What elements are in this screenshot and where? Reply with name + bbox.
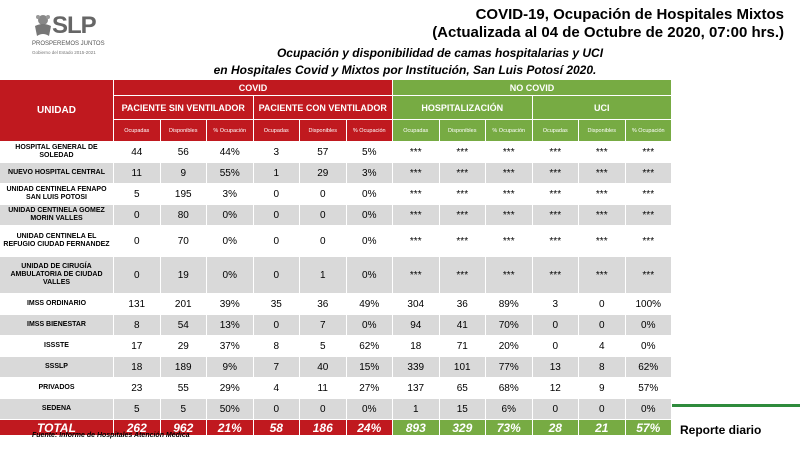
table-cell: 44 bbox=[114, 142, 161, 163]
column-label: % Ocupación bbox=[347, 120, 394, 142]
table-cell: *** bbox=[486, 142, 533, 163]
table-cell: 15% bbox=[347, 357, 394, 378]
table-cell: 15 bbox=[440, 399, 487, 420]
report-title: COVID-19, Ocupación de Hospitales Mixtos bbox=[475, 6, 784, 23]
table-cell: *** bbox=[626, 184, 673, 205]
row-unidad-name: UNIDAD CENTINELA FENAPO SAN LUIS POTOSI bbox=[0, 184, 114, 205]
subgroup-uci: UCI bbox=[533, 96, 673, 120]
table-cell: 101 bbox=[440, 357, 487, 378]
table-cell: *** bbox=[486, 226, 533, 257]
table-cell: *** bbox=[579, 163, 626, 184]
table-cell: *** bbox=[533, 184, 580, 205]
table-cell: 0 bbox=[533, 315, 580, 336]
report-date: (Actualizada al 04 de Octubre de 2020, 07:00 hrs.) bbox=[432, 24, 784, 41]
table-cell: *** bbox=[486, 163, 533, 184]
table-cell: 70% bbox=[486, 315, 533, 336]
table-cell: 17 bbox=[114, 336, 161, 357]
table-cell: 8 bbox=[579, 357, 626, 378]
table-cell: 195 bbox=[161, 184, 208, 205]
total-cell: 73% bbox=[486, 420, 533, 436]
table-cell: 131 bbox=[114, 294, 161, 315]
total-cell: 962 bbox=[161, 420, 208, 436]
table-cell: 0% bbox=[347, 226, 394, 257]
table-cell: 137 bbox=[393, 378, 440, 399]
table-cell: *** bbox=[486, 205, 533, 226]
total-cell: 186 bbox=[300, 420, 347, 436]
column-label: Ocupadas bbox=[533, 120, 580, 142]
table-cell: 0 bbox=[300, 226, 347, 257]
table-cell: *** bbox=[626, 205, 673, 226]
table-cell: *** bbox=[393, 226, 440, 257]
divider-bar bbox=[672, 404, 800, 407]
table-cell: 54 bbox=[161, 315, 208, 336]
table-cell: 9 bbox=[579, 378, 626, 399]
unidad-header: UNIDAD bbox=[0, 80, 114, 142]
table-cell: 8 bbox=[114, 315, 161, 336]
table-cell: 0 bbox=[114, 205, 161, 226]
table-cell: *** bbox=[579, 184, 626, 205]
table-cell: 3 bbox=[533, 294, 580, 315]
table-cell: *** bbox=[486, 184, 533, 205]
table-cell: 0 bbox=[254, 226, 301, 257]
row-unidad-name: UNIDAD DE CIRUGÍA AMBULATORIA DE CIUDAD VALLES bbox=[0, 257, 114, 294]
table-cell: 57% bbox=[626, 378, 673, 399]
column-label: % Ocupación bbox=[626, 120, 673, 142]
row-unidad-name: UNIDAD CENTINELA EL REFUGIO CIUDAD FERNANDEZ bbox=[0, 226, 114, 257]
column-label: Disponibles bbox=[161, 120, 208, 142]
table-cell: 62% bbox=[347, 336, 394, 357]
table-cell: 0% bbox=[347, 205, 394, 226]
total-cell: 21% bbox=[207, 420, 254, 436]
table-cell: 0% bbox=[347, 184, 394, 205]
table-cell: 9 bbox=[161, 163, 208, 184]
table-cell: 0% bbox=[207, 226, 254, 257]
table-cell: 0 bbox=[579, 399, 626, 420]
table-cell: 0 bbox=[254, 257, 301, 294]
column-label: Disponibles bbox=[579, 120, 626, 142]
table-cell: 0 bbox=[254, 184, 301, 205]
table-cell: 0 bbox=[579, 315, 626, 336]
table-cell: *** bbox=[486, 257, 533, 294]
report-subtitle-line1: Ocupación y disponibilidad de camas hospitalarias y UCI bbox=[276, 46, 604, 60]
column-label: % Ocupación bbox=[486, 120, 533, 142]
table-cell: 1 bbox=[300, 257, 347, 294]
table-cell: 0 bbox=[300, 184, 347, 205]
row-unidad-name: IMSS BIENESTAR bbox=[0, 315, 114, 336]
table-cell: *** bbox=[626, 257, 673, 294]
report-subtitle-line2: en Hospitales Covid y Mixtos por Institución, San Luis Potosí 2020. bbox=[213, 63, 597, 77]
table-cell: *** bbox=[393, 257, 440, 294]
row-unidad-name: SEDENA bbox=[0, 399, 114, 420]
table-cell: *** bbox=[393, 142, 440, 163]
table-cell: 4 bbox=[254, 378, 301, 399]
column-label: Ocupadas bbox=[393, 120, 440, 142]
table-cell: 19 bbox=[161, 257, 208, 294]
total-cell: 262 bbox=[114, 420, 161, 436]
table-cell: 56 bbox=[161, 142, 208, 163]
table-cell: 0 bbox=[254, 205, 301, 226]
table-cell: 0% bbox=[347, 399, 394, 420]
table-cell: *** bbox=[440, 184, 487, 205]
total-cell: 58 bbox=[254, 420, 301, 436]
table-cell: 65 bbox=[440, 378, 487, 399]
table-cell: 0 bbox=[300, 399, 347, 420]
row-unidad-name: NUEVO HOSPITAL CENTRAL bbox=[0, 163, 114, 184]
logo-brand: SLP bbox=[52, 12, 96, 39]
table-cell: 29 bbox=[161, 336, 208, 357]
subgroup-sin-ventilador: PACIENTE SIN VENTILADOR bbox=[114, 96, 254, 120]
table-cell: 62% bbox=[626, 357, 673, 378]
table-cell: 9% bbox=[207, 357, 254, 378]
table-cell: *** bbox=[533, 226, 580, 257]
table-cell: *** bbox=[393, 184, 440, 205]
column-label: Disponibles bbox=[440, 120, 487, 142]
table-cell: *** bbox=[440, 163, 487, 184]
table-cell: 18 bbox=[393, 336, 440, 357]
column-label: Ocupadas bbox=[114, 120, 161, 142]
table-cell: 6% bbox=[486, 399, 533, 420]
table-cell: *** bbox=[579, 257, 626, 294]
table-cell: 13% bbox=[207, 315, 254, 336]
table-cell: 5 bbox=[300, 336, 347, 357]
table-cell: 0% bbox=[207, 257, 254, 294]
table-cell: 20% bbox=[486, 336, 533, 357]
table-cell: 1 bbox=[254, 163, 301, 184]
report-label: Reporte diario bbox=[680, 423, 762, 437]
row-unidad-name: UNIDAD CENTINELA GOMEZ MORIN VALLES bbox=[0, 205, 114, 226]
table-cell: 12 bbox=[533, 378, 580, 399]
total-cell: 329 bbox=[440, 420, 487, 436]
table-cell: 0 bbox=[300, 205, 347, 226]
table-cell: 49% bbox=[347, 294, 394, 315]
occupancy-table bbox=[0, 80, 672, 436]
table-cell: 0 bbox=[579, 294, 626, 315]
table-cell: 23 bbox=[114, 378, 161, 399]
table-cell: 0% bbox=[626, 315, 673, 336]
state-emblem-icon bbox=[32, 12, 54, 38]
source-note: Fuente: Informe de Hospitales Atención Médica bbox=[32, 432, 190, 439]
total-cell: 28 bbox=[533, 420, 580, 436]
table-cell: 0% bbox=[626, 336, 673, 357]
table-cell: 68% bbox=[486, 378, 533, 399]
table-cell: 189 bbox=[161, 357, 208, 378]
table-cell: *** bbox=[440, 226, 487, 257]
table-cell: 7 bbox=[254, 357, 301, 378]
table-cell: *** bbox=[579, 205, 626, 226]
table-cell: *** bbox=[579, 142, 626, 163]
table-cell: 13 bbox=[533, 357, 580, 378]
table-cell: 0 bbox=[254, 399, 301, 420]
table-cell: 77% bbox=[486, 357, 533, 378]
table-cell: *** bbox=[440, 142, 487, 163]
table-cell: 0% bbox=[207, 205, 254, 226]
table-cell: *** bbox=[626, 226, 673, 257]
total-cell: 57% bbox=[626, 420, 673, 436]
table-cell: 36 bbox=[440, 294, 487, 315]
column-label: % Ocupación bbox=[207, 120, 254, 142]
table-cell: *** bbox=[533, 205, 580, 226]
table-cell: 50% bbox=[207, 399, 254, 420]
table-cell: *** bbox=[393, 205, 440, 226]
table-cell: 18 bbox=[114, 357, 161, 378]
column-label: Ocupadas bbox=[254, 120, 301, 142]
table-cell: 0 bbox=[533, 399, 580, 420]
table-cell: 339 bbox=[393, 357, 440, 378]
total-cell: 893 bbox=[393, 420, 440, 436]
table-cell: 80 bbox=[161, 205, 208, 226]
table-cell: *** bbox=[533, 142, 580, 163]
table-cell: 8 bbox=[254, 336, 301, 357]
table-cell: *** bbox=[393, 163, 440, 184]
table-cell: 40 bbox=[300, 357, 347, 378]
row-unidad-name: HOSPITAL GENERAL DE SOLEDAD bbox=[0, 142, 114, 163]
table-cell: 3% bbox=[347, 163, 394, 184]
table-cell: 4 bbox=[579, 336, 626, 357]
table-cell: 29 bbox=[300, 163, 347, 184]
table-cell: 3 bbox=[254, 142, 301, 163]
table-cell: 44% bbox=[207, 142, 254, 163]
table-cell: 36 bbox=[300, 294, 347, 315]
table-cell: 27% bbox=[347, 378, 394, 399]
row-unidad-name: SSSLP bbox=[0, 357, 114, 378]
table-cell: 89% bbox=[486, 294, 533, 315]
table-cell: 37% bbox=[207, 336, 254, 357]
table-cell: 0% bbox=[626, 399, 673, 420]
total-cell: 24% bbox=[347, 420, 394, 436]
table-cell: *** bbox=[626, 163, 673, 184]
table-cell: 5 bbox=[114, 184, 161, 205]
table-cell: 57 bbox=[300, 142, 347, 163]
table-cell: 304 bbox=[393, 294, 440, 315]
table-cell: 39% bbox=[207, 294, 254, 315]
table-cell: 7 bbox=[300, 315, 347, 336]
table-cell: 0 bbox=[254, 315, 301, 336]
table-cell: 71 bbox=[440, 336, 487, 357]
table-cell: *** bbox=[440, 257, 487, 294]
table-cell: 70 bbox=[161, 226, 208, 257]
table-cell: 29% bbox=[207, 378, 254, 399]
column-label: Disponibles bbox=[300, 120, 347, 142]
subgroup-hospitalizacion: HOSPITALIZACIÓN bbox=[393, 96, 533, 120]
table-cell: 41 bbox=[440, 315, 487, 336]
table-cell: 201 bbox=[161, 294, 208, 315]
table-cell: 0 bbox=[114, 257, 161, 294]
table-cell: 35 bbox=[254, 294, 301, 315]
row-unidad-name: ISSSTE bbox=[0, 336, 114, 357]
table-cell: *** bbox=[440, 205, 487, 226]
table-cell: 1 bbox=[393, 399, 440, 420]
table-cell: *** bbox=[533, 163, 580, 184]
table-cell: 55% bbox=[207, 163, 254, 184]
group-header-covid: COVID bbox=[114, 80, 393, 96]
table-cell: *** bbox=[533, 257, 580, 294]
table-cell: 3% bbox=[207, 184, 254, 205]
table-cell: 55 bbox=[161, 378, 208, 399]
table-cell: 0% bbox=[347, 315, 394, 336]
row-unidad-name: PRIVADOS bbox=[0, 378, 114, 399]
table-cell: 5 bbox=[114, 399, 161, 420]
table-cell: 100% bbox=[626, 294, 673, 315]
table-cell: *** bbox=[579, 226, 626, 257]
total-label: TOTAL bbox=[0, 420, 114, 436]
logo-sub-tagline: Gobierno del Estado 2015-2021 bbox=[32, 50, 96, 55]
table-cell: 0 bbox=[533, 336, 580, 357]
logo-tagline: PROSPEREMOS JUNTOS bbox=[32, 41, 105, 47]
total-cell: 21 bbox=[579, 420, 626, 436]
row-unidad-name: IMSS ORDINARIO bbox=[0, 294, 114, 315]
table-cell: *** bbox=[626, 142, 673, 163]
subgroup-con-ventilador: PACIENTE CON VENTILADOR bbox=[254, 96, 394, 120]
table-cell: 11 bbox=[300, 378, 347, 399]
table-cell: 94 bbox=[393, 315, 440, 336]
table-cell: 11 bbox=[114, 163, 161, 184]
group-header-nocovid: NO COVID bbox=[393, 80, 672, 96]
table-cell: 5 bbox=[161, 399, 208, 420]
table-cell: 0% bbox=[347, 257, 394, 294]
table-cell: 5% bbox=[347, 142, 394, 163]
table-cell: 0 bbox=[114, 226, 161, 257]
